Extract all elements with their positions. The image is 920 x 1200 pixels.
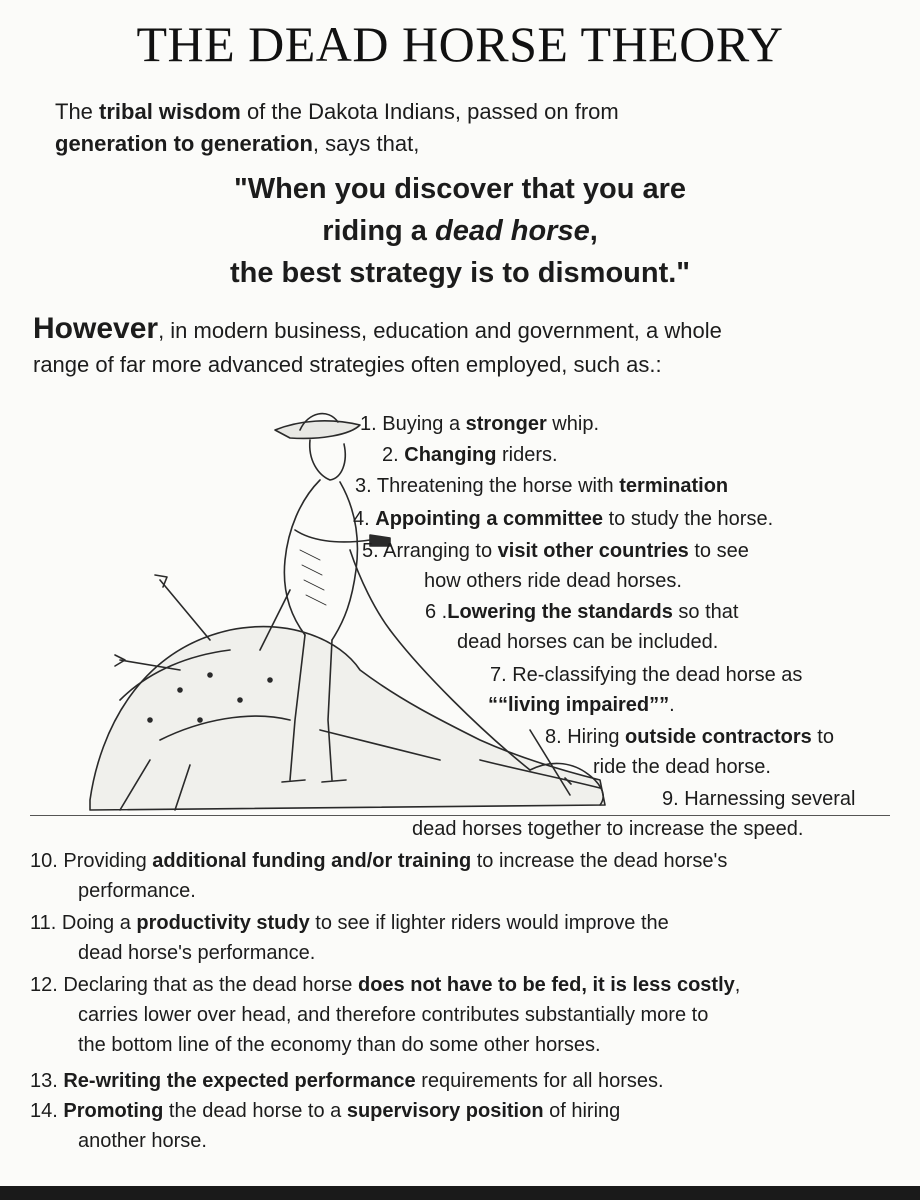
intro-text: , says that,: [312, 131, 420, 156]
bottom-bar: [0, 1186, 920, 1200]
strategy-item-8: 8. Hiring outside contractors to ride the dead horse.: [545, 726, 834, 778]
however-text: , in modern business, education and government, a whole: [158, 318, 722, 343]
dakota-quote: [0, 168, 920, 294]
strategy-item-2: 2. Changing riders.: [382, 444, 558, 466]
strategy-item-4: 4. Appointing a committee to study the horse.: [353, 508, 774, 530]
intro-text: of the Dakota Indians, passed on from: [240, 99, 619, 124]
quote-italic-dead-horse: dead horse: [435, 215, 590, 247]
intro-bold-generation: generation to generation: [55, 131, 313, 156]
strategy-item-11: 11. Doing a productivity study to see if lighter riders would improve the dead horse's performance.: [30, 912, 669, 964]
quote-line-2: [0, 210, 920, 252]
strategy-item-9: 9. Harnessing several dead horses together to increase the speed.: [412, 788, 856, 840]
intro-text: The: [55, 99, 100, 124]
strategy-item-5: 5. Arranging to visit other countries to see how others ride dead horses.: [362, 540, 749, 592]
strategy-item-10: 10. Providing additional funding and/or training to increase the dead horse's performance.: [30, 850, 728, 902]
strategy-item-1: 1. Buying a stronger whip.: [360, 413, 599, 435]
strategy-item-14: 14. Promoting the dead horse to a supervisory position of hiring another horse.: [30, 1100, 621, 1152]
strategy-item-3: 3. Threatening the horse with termination: [355, 475, 729, 497]
strategy-item-6: 6 .Lowering the standards so that dead horses can be included.: [425, 601, 739, 653]
quote-text: riding a: [322, 215, 435, 247]
quote-line-3: the best strategy is to dismount.": [229, 257, 691, 289]
however-word: However: [33, 312, 159, 345]
strategy-item-13: 13. Re-writing the expected performance requirements for all horses.: [30, 1070, 664, 1092]
quote-text: ,: [589, 215, 598, 247]
quote-line-1: "When you discover that you are: [233, 173, 687, 205]
page-title: THE DEAD HORSE THEORY: [136, 16, 784, 72]
intro-paragraph: [55, 96, 875, 160]
strategy-item-7: 7. Re-classifying the dead horse as ““living impaired””.: [488, 664, 803, 716]
strategy-item-12: 12. Declaring that as the dead horse does not have to be fed, it is less costly, carries lower over head, and therefore contributes substantially more to the bottom line of the economy than do some other horses.: [30, 974, 741, 1056]
intro-bold-tribal-wisdom: tribal wisdom: [99, 99, 241, 124]
however-paragraph: [33, 312, 893, 382]
however-text: range of far more advanced strategies often employed, such as.:: [33, 352, 662, 377]
